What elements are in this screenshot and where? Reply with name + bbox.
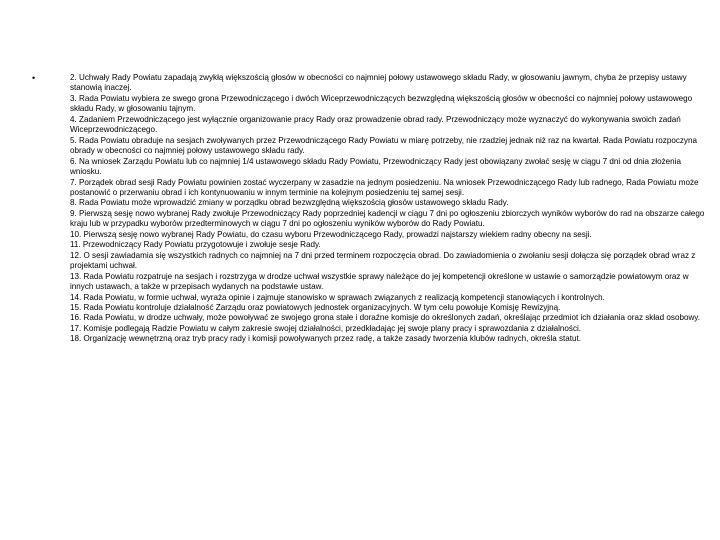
paragraph-3: 3. Rada Powiatu wybiera ze swego grona Przewodniczącego i dwóch Wiceprzewodniczących bezwzględną większością głosów w obecności co najmniej połowy ustawowego składu Rady, w głosowaniu tajnym. xyxy=(70,93,693,114)
paragraph-16: 16. Rada Powiatu, w drodze uchwały, może powoływać ze swojego grona stałe i doraźne komisje do określonych zadań, określając przedmiot ich działania oraz skład osobowy. xyxy=(70,313,700,323)
paragraph-18: 18. Organizację wewnętrzną oraz tryb pracy rady i komisji powoływanych przez radę, a także zasady tworzenia klubów radnych, określa statut. xyxy=(70,334,582,344)
paragraph-6: 6. Na wniosek Zarządu Powiatu lub co najmniej 1/4 ustawowego składu Rady Powiatu, Przewodniczący Rady jest obowiązany zwołać sesję w ciągu 7 dni od dnia złożenia wniosku. xyxy=(70,156,681,177)
paragraph-15: 15. Rada Powiatu kontroluje działalność Zarządu oraz powiatowych jednostek organizacyjnych. W tym celu powołuje Komisję Rewizyjną. xyxy=(70,302,561,312)
paragraph-12: 12. O sesji zawiadamia się wszystkich radnych co najmniej na 7 dni przed terminem rozpoczęcia obrad. Do zawiadomienia o zwołaniu sesji dołącza się porządek obrad wraz z projektami uchwał. xyxy=(70,250,696,271)
paragraph-10: 10. Pierwszą sesję nowo wybranej Rady Powiatu, do czasu wyboru Przewodniczącego Rady, prowadzi najstarszy wiekiem radny obecny na sesji. xyxy=(70,229,592,239)
paragraph-4: 4. Zadaniem Przewodniczącego jest wyłącznie organizowanie pracy Rady oraz prowadzenie obrad rady. Przewodniczący może wyznaczyć do wykonywania swoich zadań Wiceprzewodniczącego. xyxy=(70,114,681,135)
paragraph-14: 14. Rada Powiatu, w formie uchwał, wyraża opinie i zajmuje stanowisko w sprawach związanych z realizacją kompetencji stanowiących i kontrolnych. xyxy=(70,292,605,302)
paragraph-11: 11. Przewodniczący Rady Powiatu przygotowuje i zwołuje sesje Rady. xyxy=(70,240,321,250)
paragraph-17: 17. Komisje podlegają Radzie Powiatu w całym zakresie swojej działalności, przedkładając jej swoje plany pracy i sprawozdania z działalności. xyxy=(70,323,582,333)
paragraph-13: 13. Rada Powiatu rozpatruje na sesjach i rozstrzyga w drodze uchwał wszystkie sprawy należące do jej kompetencji określone w ustawie o samorządzie powiatowym oraz w innych ustawach, a także w przepisach wydanych na podstawie ustaw. xyxy=(70,271,689,292)
text-block xyxy=(70,73,710,345)
paragraph-2: 2. Uchwały Rady Powiatu zapadają zwykłą większością głosów w obecności co najmniej połowy ustawowego składu Rady, w głosowaniu jawnym, chyba że przepisy ustawy stanowią inaczej. xyxy=(70,73,687,93)
paragraph-7: 7. Porządek obrad sesji Rady Powiatu powinien zostać wyczerpany w zasadzie na jednym posiedzeniu. Na wniosek Przewodniczącego Rady lub radnego, Rada Powiatu może postanowić o przerwaniu obrad i ich kontynuowaniu w innym terminie na kolejnym posiedzeniu tej samej sesji. xyxy=(70,177,699,197)
paragraph-9: 9. Pierwszą sesję nowo wybranej Rady zwołuje Przewodniczący Rady poprzedniej kadencji w ciągu 7 dni po ogłoszeniu zbiorczych wyników wyborów do rad na obszarze całego kraju lub w przypadku wyborów przedterminowych w ciągu 7 dni po ogłoszeniu wyników wyborów do Rady Powiatu. xyxy=(70,208,705,229)
paragraph-5: 5. Rada Powiatu obraduje na sesjach zwoływanych przez Przewodniczącego Rady Powiatu w miarę potrzeby, nie rzadziej jednak niż raz na kwartał. Rada Powiatu rozpoczyna obrady w obecności co najmniej połowy ustawowego składu rady. xyxy=(70,135,697,156)
bullet-marker: • xyxy=(32,73,36,83)
paragraph-8: 8. Rada Powiatu może wprowadzić zmiany w porządku obrad bezwzględną większością głosów ustawowego składu Rady. xyxy=(70,198,509,208)
